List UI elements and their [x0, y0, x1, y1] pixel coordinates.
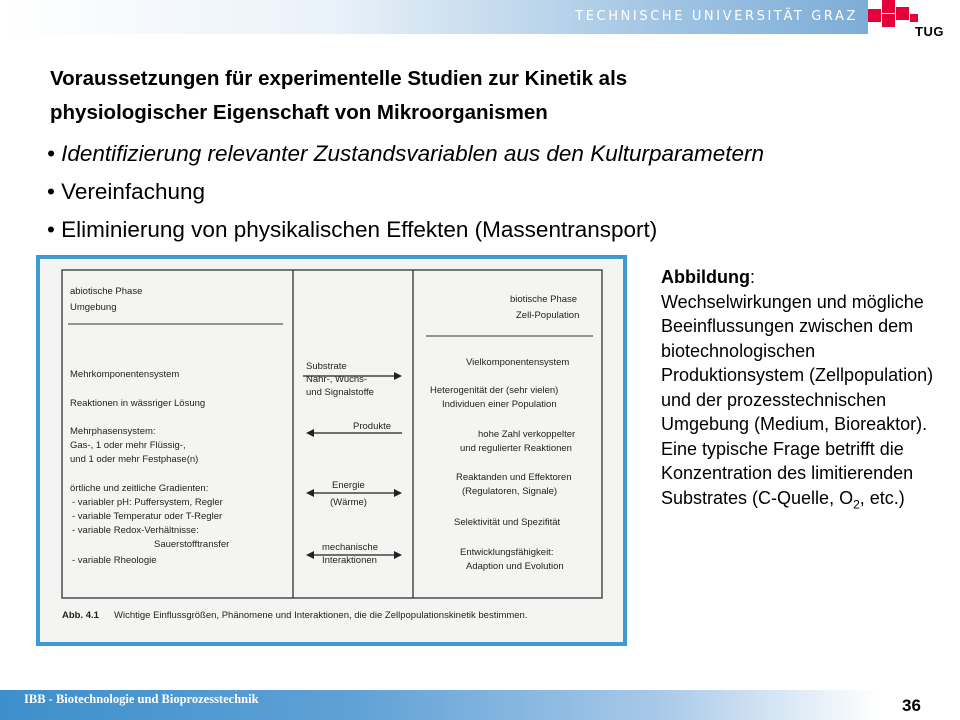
page-number: 36 [902, 696, 921, 715]
description-body-end: , etc.) [859, 487, 905, 508]
left-item: Gas-, 1 oder mehr Flüssig-, [70, 440, 186, 451]
left-title-1: abiotische Phase [70, 286, 143, 297]
left-item: Sauerstofftransfer [154, 539, 230, 550]
description-colon: : [749, 267, 755, 287]
left-item: - variable Rheologie [72, 555, 157, 566]
left-item: - variabler pH: Puffersystem, Regler [72, 497, 223, 508]
tug-logo-icon [868, 0, 960, 44]
mechanisch-label: mechanische [322, 542, 378, 553]
university-name: TECHNISCHE UNIVERSITÄT GRAZ [575, 9, 858, 24]
arrowhead-right [394, 551, 402, 559]
bullet-item: • Vereinfachung [47, 179, 205, 204]
mechanisch-label: Interaktionen [322, 555, 377, 566]
figure-caption-label: Abb. 4.1 [62, 610, 99, 621]
energie-label: (Wärme) [330, 497, 367, 508]
produkte-label: Produkte [353, 421, 392, 432]
description-title: Abbildung [661, 267, 750, 287]
arrowhead-left [306, 551, 314, 559]
energie-label: Energie [332, 480, 365, 491]
left-item: örtliche und zeitliche Gradienten: [70, 483, 209, 494]
footer-institute: IBB - Biotechnologie und Bioprozesstechnik [24, 692, 259, 706]
substrate-label: Nähr-, Wuchs- [306, 374, 368, 385]
right-item: Entwicklungsfähigkeit: [460, 547, 554, 558]
right-title-1: biotische Phase [510, 294, 578, 305]
left-item: und 1 oder mehr Festphase(n) [70, 454, 199, 465]
heading-line-1: Voraussetzungen für experimentelle Studien zur Kinetik als [50, 67, 628, 90]
arrowhead-left [306, 489, 314, 497]
left-item: Mehrkomponentensystem [70, 369, 180, 380]
substrate-label: und Signalstoffe [306, 387, 374, 398]
logo-text: TUG [915, 24, 944, 39]
left-item: Reaktionen in wässriger Lösung [70, 398, 206, 409]
bullet-item: • Eliminierung von physikalischen Effekten (Massentransport) [47, 217, 658, 242]
left-item: - variable Temperatur oder T-Regler [72, 511, 223, 522]
description-body: Wechselwirkungen und mögliche Beeinflussungen zwischen dem biotechnologischen Produktionsystem (Zellpopulation) und der prozesstechnischen Umgebung (Medium, Bioreaktor). Eine typische Frage betrifft die Konzentration des limitierenden Substrates (C-Quelle, O [661, 291, 934, 508]
arrowhead-right [394, 489, 402, 497]
right-item: Adaption und Evolution [466, 561, 564, 572]
interaction-diagram [58, 266, 608, 631]
right-item: hohe Zahl verkoppelter [478, 429, 576, 440]
slide-heading [50, 62, 940, 130]
figure-description [661, 265, 960, 517]
right-item: Individuen einer Population [442, 399, 557, 410]
arrowhead-right [394, 372, 402, 380]
right-item: Selektivität und Spezifität [454, 517, 561, 528]
arrowhead-left [306, 429, 314, 437]
left-item: - variable Redox-Verhältnisse: [72, 525, 199, 536]
right-item: (Regulatoren, Signale) [462, 486, 558, 497]
right-item: Heterogenität der (sehr vielen) [430, 385, 559, 396]
bullet-list [47, 135, 947, 249]
description-subscript: 2 [853, 497, 860, 512]
right-item: Vielkomponentensystem [466, 357, 570, 368]
right-item: Reaktanden und Effektoren [456, 472, 572, 483]
heading-line-2: physiologischer Eigenschaft von Mikroorganismen [50, 101, 548, 124]
right-title-2: Zell-Population [516, 310, 580, 321]
left-title-2: Umgebung [70, 302, 117, 313]
right-item: und regulierter Reaktionen [460, 443, 572, 454]
bullet-item: • Identifizierung relevanter Zustandsvariablen aus den Kulturparametern [47, 141, 765, 166]
figure-caption-text: Wichtige Einflussgrößen, Phänomene und Interaktionen, die die Zellpopulationskinetik bestimmen. [114, 610, 528, 621]
left-item: Mehrphasensystem: [70, 426, 156, 437]
substrate-label: Substrate [306, 361, 347, 372]
